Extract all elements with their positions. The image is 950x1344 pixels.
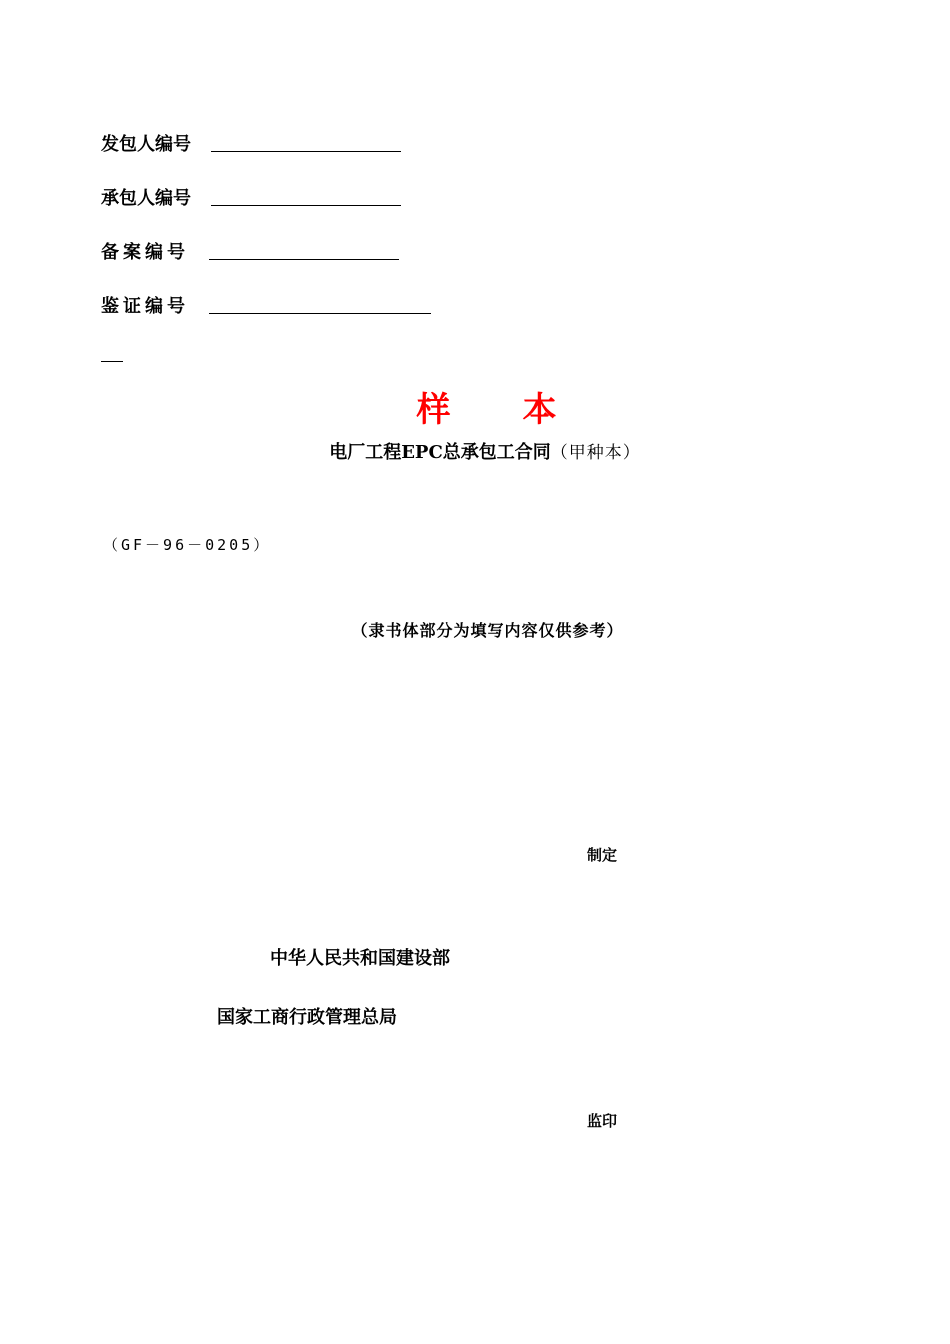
- field-row-filing-no: [101, 236, 399, 264]
- contract-title: [0, 441, 950, 465]
- issuing-org-2: 国家工商行政管理总局: [217, 1007, 397, 1028]
- supervised-print-label: 监印: [587, 1112, 618, 1130]
- field-label: 发包人编号: [101, 134, 191, 155]
- reference-note: （隶书体部分为填写内容仅供参考）: [351, 621, 624, 640]
- field-row-contractor-no: [101, 182, 401, 210]
- issuing-org-1: 中华人民共和国建设部: [270, 948, 450, 969]
- sample-char-1: 样: [416, 390, 453, 430]
- contractor-no-field[interactable]: [211, 187, 401, 206]
- field-row-certification-no: [101, 290, 431, 318]
- made-by-label: 制定: [587, 846, 618, 864]
- filing-no-field[interactable]: [209, 241, 399, 260]
- contract-edition: （甲种本）: [550, 443, 641, 463]
- contract-title-main: 电厂工程EPC总承包工合同: [329, 442, 551, 463]
- sample-char-2: 本: [522, 390, 559, 430]
- certification-no-field[interactable]: [209, 295, 431, 314]
- field-label: 鉴证编号: [101, 296, 189, 317]
- contract-code: （GF－96－0205）: [103, 536, 272, 554]
- short-rule: [101, 361, 123, 362]
- field-row-employer-no: [101, 128, 401, 156]
- sample-title: [0, 382, 950, 431]
- employer-no-field[interactable]: [211, 133, 401, 152]
- field-label: 承包人编号: [101, 188, 191, 209]
- field-label: 备案编号: [101, 242, 189, 263]
